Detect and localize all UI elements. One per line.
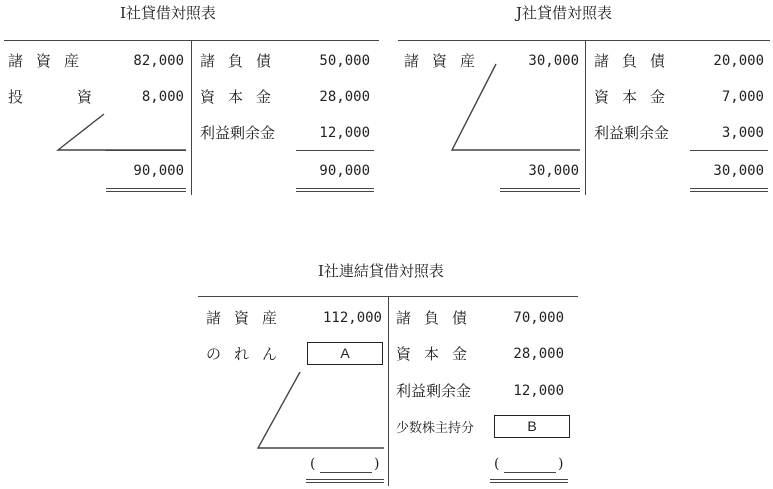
goodwill-answer-box: A (307, 342, 383, 365)
consolidated-title: I社連結貸借対照表 (318, 262, 444, 280)
j-bs-right-label-2: 利益剰余金 (594, 124, 670, 142)
j-bs-right-total: 30,000 (713, 163, 764, 179)
j-bs-title: J社貸借対照表 (516, 4, 613, 22)
i-bs-left-label-0: 諸資産 (8, 52, 93, 70)
i-bs-right-value-1: 28,000 (319, 89, 370, 105)
consolidated-right-value-2: 12,000 (513, 383, 564, 399)
i-bs-left-label-1: 投資 (8, 88, 92, 106)
j-bs-right-label-1: 資本金 (594, 88, 679, 106)
i-bs-left-value-0: 82,000 (133, 53, 184, 69)
j-bs-left-value-0: 30,000 (528, 53, 579, 69)
j-bs-right-value-2: 3,000 (721, 125, 764, 141)
j-bs-right-value-1: 7,000 (721, 89, 764, 105)
i-bs-right-label-2: 利益剰余金 (200, 124, 276, 142)
consolidated-right-label-0: 諸負債 (396, 309, 481, 327)
consolidated-right-total-open-paren: ( (494, 456, 500, 472)
j-bs-left-total: 30,000 (528, 163, 579, 179)
consolidated-right-value-0: 70,000 (513, 310, 564, 326)
consolidated-right-label-2: 利益剰余金 (396, 382, 472, 400)
consolidated-left-total-close-paren: ) (374, 456, 380, 472)
i-bs-right-total: 90,000 (319, 163, 370, 179)
j-bs-right-label-0: 諸負債 (594, 52, 679, 70)
i-bs-right-value-2: 12,000 (319, 125, 370, 141)
i-bs-title: I社貸借対照表 (120, 4, 216, 22)
consolidated-left-label-1: のれん (206, 345, 291, 363)
i-bs-right-value-0: 50,000 (319, 53, 370, 69)
j-bs-left-label-0: 諸資産 (404, 52, 489, 70)
consolidated-right-label-1: 資本金 (396, 345, 481, 363)
j-bs-balancing-slash (452, 64, 580, 150)
i-bs-right-label-1: 資本金 (200, 88, 285, 106)
consolidated-left-label-0: 諸資産 (206, 309, 291, 327)
minority-interest-answer-box: B (494, 415, 570, 438)
i-bs-left-total: 90,000 (133, 163, 184, 179)
consolidated-left-value-0: 112,000 (322, 310, 382, 326)
consolidated-right-total-close-paren: ) (558, 456, 564, 472)
consolidated-right-label-3: 少数株主持分 (396, 421, 475, 436)
i-bs-right-label-0: 諸負債 (200, 52, 285, 70)
i-bs-balancing-slash (58, 114, 186, 150)
j-bs-right-value-0: 20,000 (713, 53, 764, 69)
i-bs-left-value-1: 8,000 (141, 89, 184, 105)
consolidated-balancing-slash (258, 372, 384, 448)
consolidated-right-value-1: 28,000 (513, 346, 564, 362)
consolidated-left-total-open-paren: ( (310, 456, 316, 472)
